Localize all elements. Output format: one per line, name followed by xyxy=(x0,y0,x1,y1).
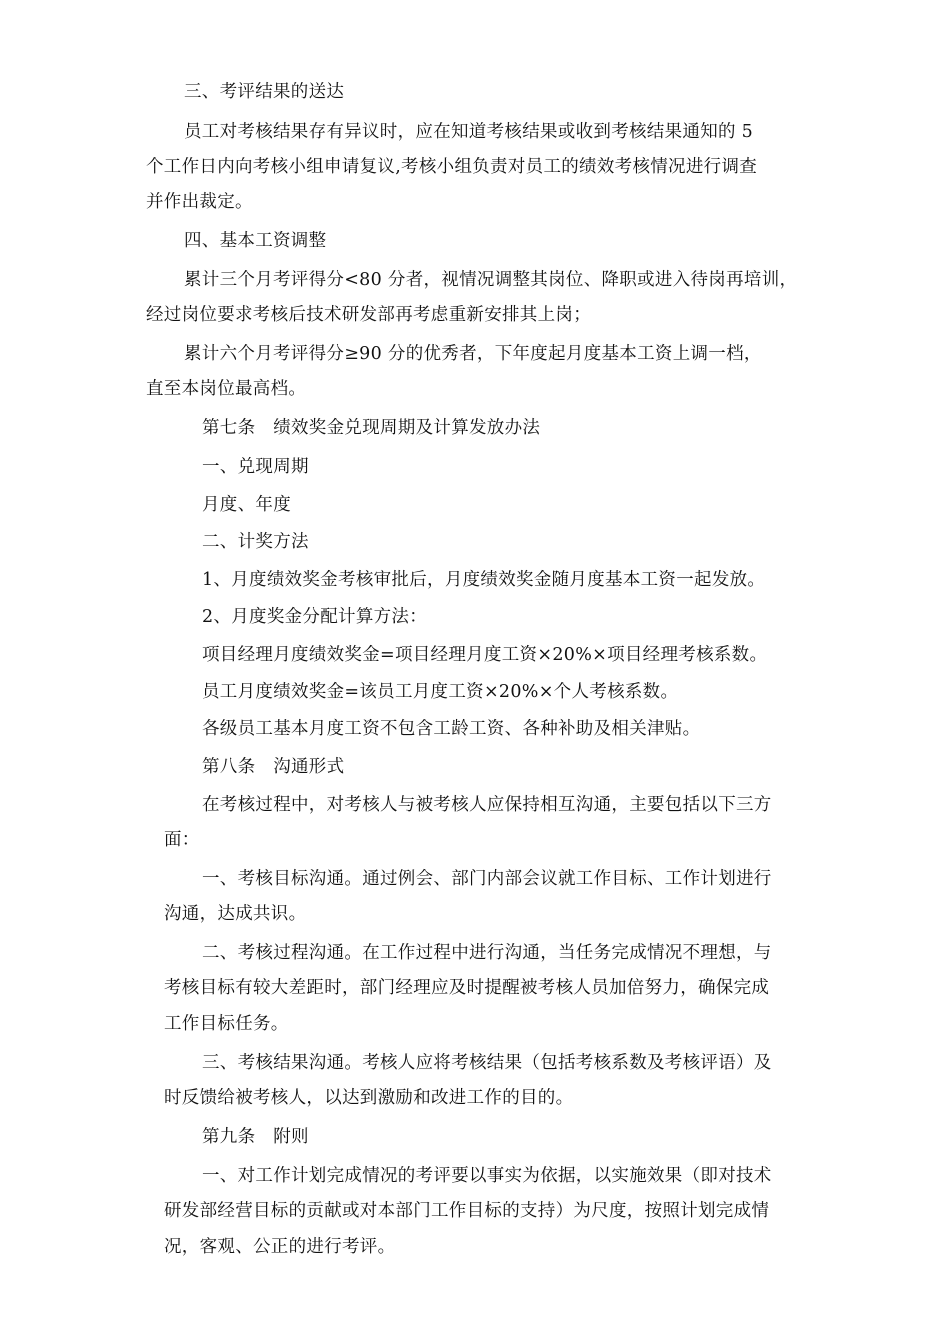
text-line-30: 一、对工作计划完成情况的考评要以事实为依据，以实施效果（即对技术 xyxy=(202,1166,772,1186)
text-line-15: 2、月度奖金分配计算方法： xyxy=(202,607,428,627)
text-line-3: 个工作日内向考核小组申请复议,考核小组负责对员工的绩效考核情况进行调查 xyxy=(146,157,758,177)
text-line-13: 二、计奖方法 xyxy=(202,532,309,552)
text-line-12: 月度、年度 xyxy=(202,495,291,515)
text-line-7: 经过岗位要求考核后技术研发部再考虑重新安排其上岗； xyxy=(146,305,591,325)
section-heading-article-7: 第七条 绩效奖金兑现周期及计算发放办法 xyxy=(202,418,541,438)
text-line-5: 四、基本工资调整 xyxy=(184,231,327,251)
text-line-14: 1、月度绩效奖金考核审批后，月度绩效奖金随月度基本工资一起发放。 xyxy=(202,570,766,590)
text-line-18: 各级员工基本月度工资不包含工龄工资、各种补助及相关津贴。 xyxy=(202,719,701,739)
text-line-20: 在考核过程中，对考核人与被考核人应保持相互沟通，主要包括以下三方 xyxy=(202,795,772,815)
text-line-22: 一、考核目标沟通。通过例会、部门内部会议就工作目标、工作计划进行 xyxy=(202,869,772,889)
section-heading-article-9: 第九条 附则 xyxy=(202,1127,309,1147)
text-line-16: 项目经理月度绩效奖金=项目经理月度工资×20%×项目经理考核系数。 xyxy=(202,645,768,665)
text-line-31: 研发部经营目标的贡献或对本部门工作目标的支持）为尺度，按照计划完成情 xyxy=(164,1201,770,1221)
text-line-24: 二、考核过程沟通。在工作过程中进行沟通，当任务完成情况不理想，与 xyxy=(202,943,772,963)
text-line-32: 况，客观、公正的进行考评。 xyxy=(164,1237,396,1257)
text-line-21: 面： xyxy=(164,830,200,850)
section-heading-article-8: 第八条 沟通形式 xyxy=(202,757,345,777)
text-line-1: 三、考评结果的送达 xyxy=(184,82,345,102)
text-line-25: 考核目标有较大差距时，部门经理应及时提醒被考核人员加倍努力，确保完成 xyxy=(164,978,770,998)
text-line-6: 累计三个月考评得分<80 分者，视情况调整其岗位、降职或进入待岗再培训， xyxy=(184,270,798,290)
text-line-4: 并作出裁定。 xyxy=(146,192,253,212)
text-line-8: 累计六个月考评得分≥90 分的优秀者，下年度起月度基本工资上调一档， xyxy=(184,344,762,364)
text-line-2: 员工对考核结果存有异议时，应在知道考核结果或收到考核结果通知的 5 xyxy=(184,122,754,142)
text-line-27: 三、考核结果沟通。考核人应将考核结果（包括考核系数及考核评语）及 xyxy=(202,1053,772,1073)
text-line-9: 直至本岗位最高档。 xyxy=(146,379,307,399)
text-line-28: 时反馈给被考核人，以达到激励和改进工作的目的。 xyxy=(164,1088,574,1108)
text-line-17: 员工月度绩效奖金=该员工月度工资×20%×个人考核系数。 xyxy=(202,682,679,702)
text-line-11: 一、兑现周期 xyxy=(202,457,309,477)
text-line-23: 沟通，达成共识。 xyxy=(164,904,307,924)
text-line-26: 工作目标任务。 xyxy=(164,1014,289,1034)
